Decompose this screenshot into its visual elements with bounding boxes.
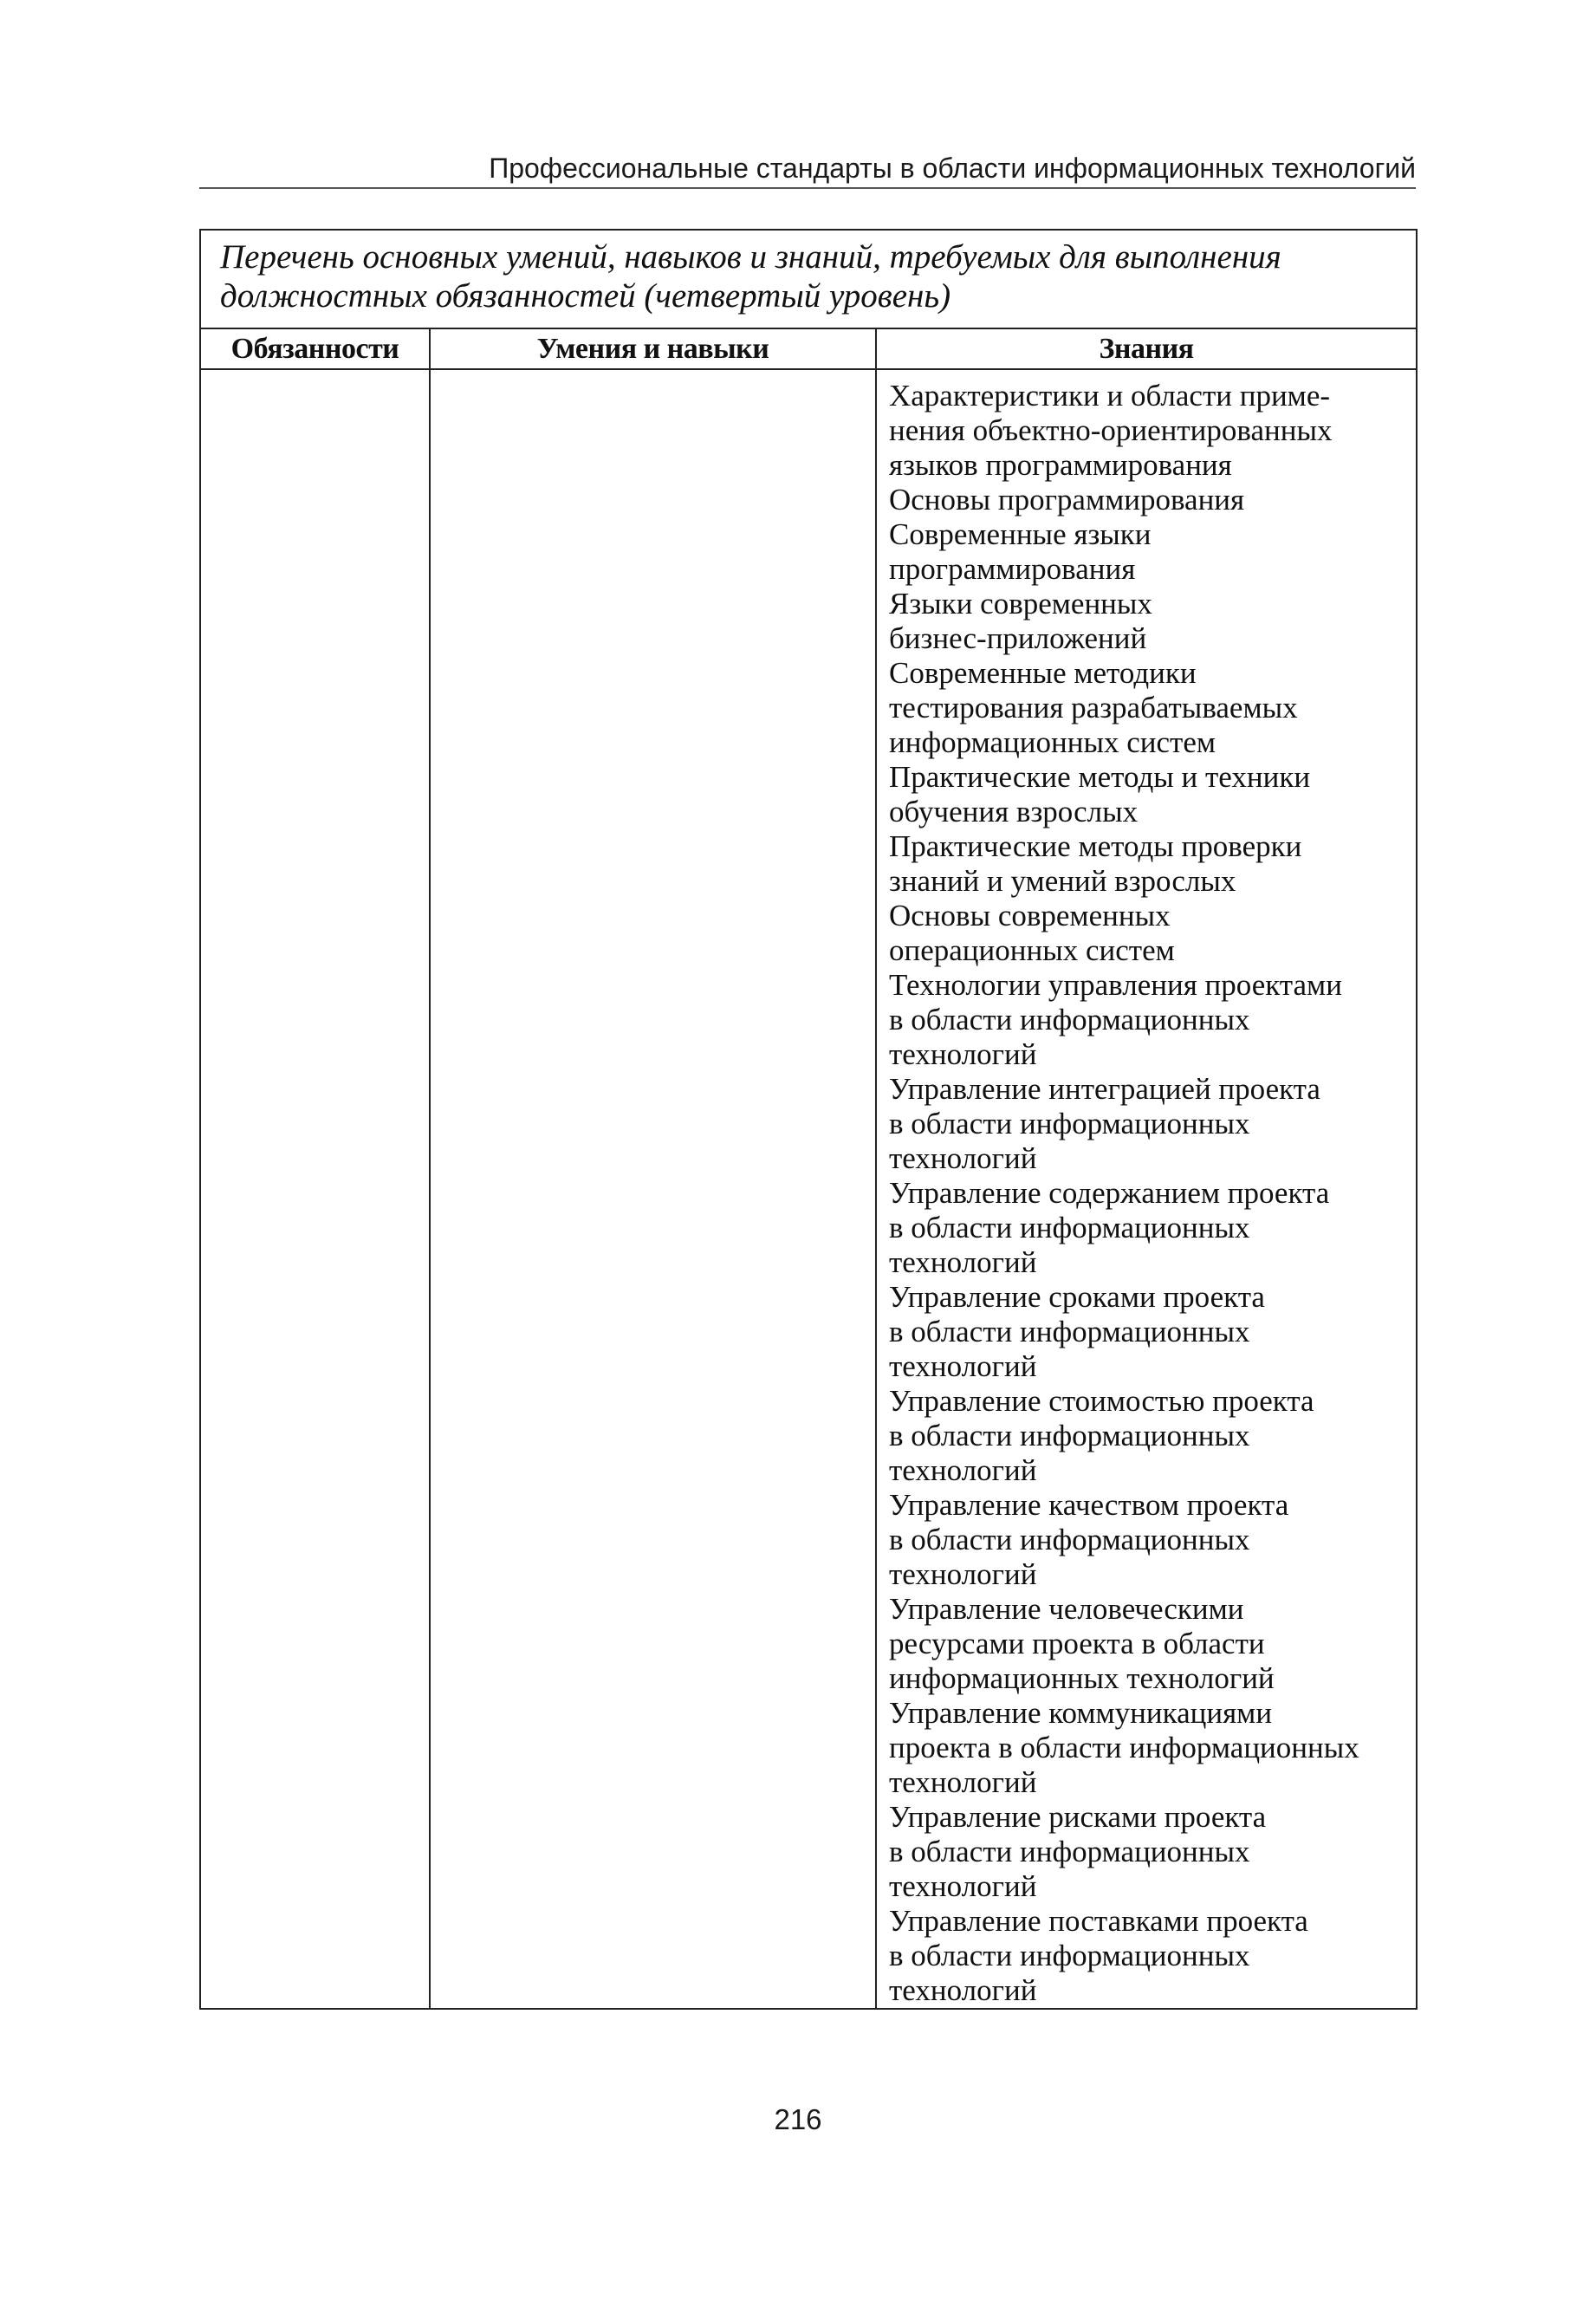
knowledge-item: Языки современных бизнес-приложений [889, 587, 1152, 655]
knowledge-item: Современные методики тестирования разрабатываемых информационных систем [889, 656, 1298, 759]
knowledge-item: Управление стоимостью проекта в области информационных технологий [889, 1384, 1314, 1487]
column-header-duties: Обязанности [200, 328, 430, 369]
running-header: Профессиональные стандарты в области информационных технологий [489, 153, 1416, 184]
column-header-skills: Умения и навыки [430, 328, 876, 369]
header-rule [199, 187, 1416, 189]
knowledge-item: Технологии управления проектами в области информационных технологий [889, 968, 1342, 1071]
table-caption-row [200, 230, 1417, 328]
table-header-row [200, 328, 1417, 369]
duties-cell [200, 369, 430, 2009]
knowledge-item: Управление человеческими ресурсами проекта в области информационных технологий [889, 1592, 1275, 1695]
knowledge-item: Основы современных операционных систем [889, 899, 1175, 967]
knowledge-item: Практические методы и техники обучения взрослых [889, 760, 1311, 828]
knowledge-item: Управление качеством проекта в области информационных технологий [889, 1488, 1289, 1591]
knowledge-item: Управление коммуникациями проекта в области информационных технологий [889, 1696, 1359, 1799]
column-header-knowledge: Знания [876, 328, 1417, 369]
knowledge-item: Управление рисками проекта в области информационных технологий [889, 1800, 1267, 1903]
knowledge-item: Управление содержанием проекта в области информационных технологий [889, 1176, 1330, 1279]
table-caption: Перечень основных умений, навыков и знаний, требуемых для выполнения должностных обязанностей (четвертый уровень) [200, 230, 1417, 328]
competency-table [199, 229, 1418, 2010]
knowledge-cell [876, 369, 1417, 2009]
knowledge-list [889, 379, 1411, 2008]
knowledge-item: Характеристики и области приме- нения объектно-ориентированных языков программирования [889, 379, 1333, 482]
knowledge-item: Основы программирования [889, 483, 1245, 517]
knowledge-item: Современные языки программирования [889, 517, 1152, 586]
skills-cell [430, 369, 876, 2009]
page-number: 216 [774, 2103, 822, 2135]
knowledge-item: Управление сроками проекта в области информационных технологий [889, 1280, 1265, 1383]
table-row [200, 369, 1417, 2009]
knowledge-item: Управление интеграцией проекта в области информационных технологий [889, 1072, 1320, 1175]
knowledge-item: Управление поставками проекта в области информационных технологий [889, 1904, 1308, 2007]
knowledge-item: Практические методы проверки знаний и умений взрослых [889, 829, 1302, 898]
